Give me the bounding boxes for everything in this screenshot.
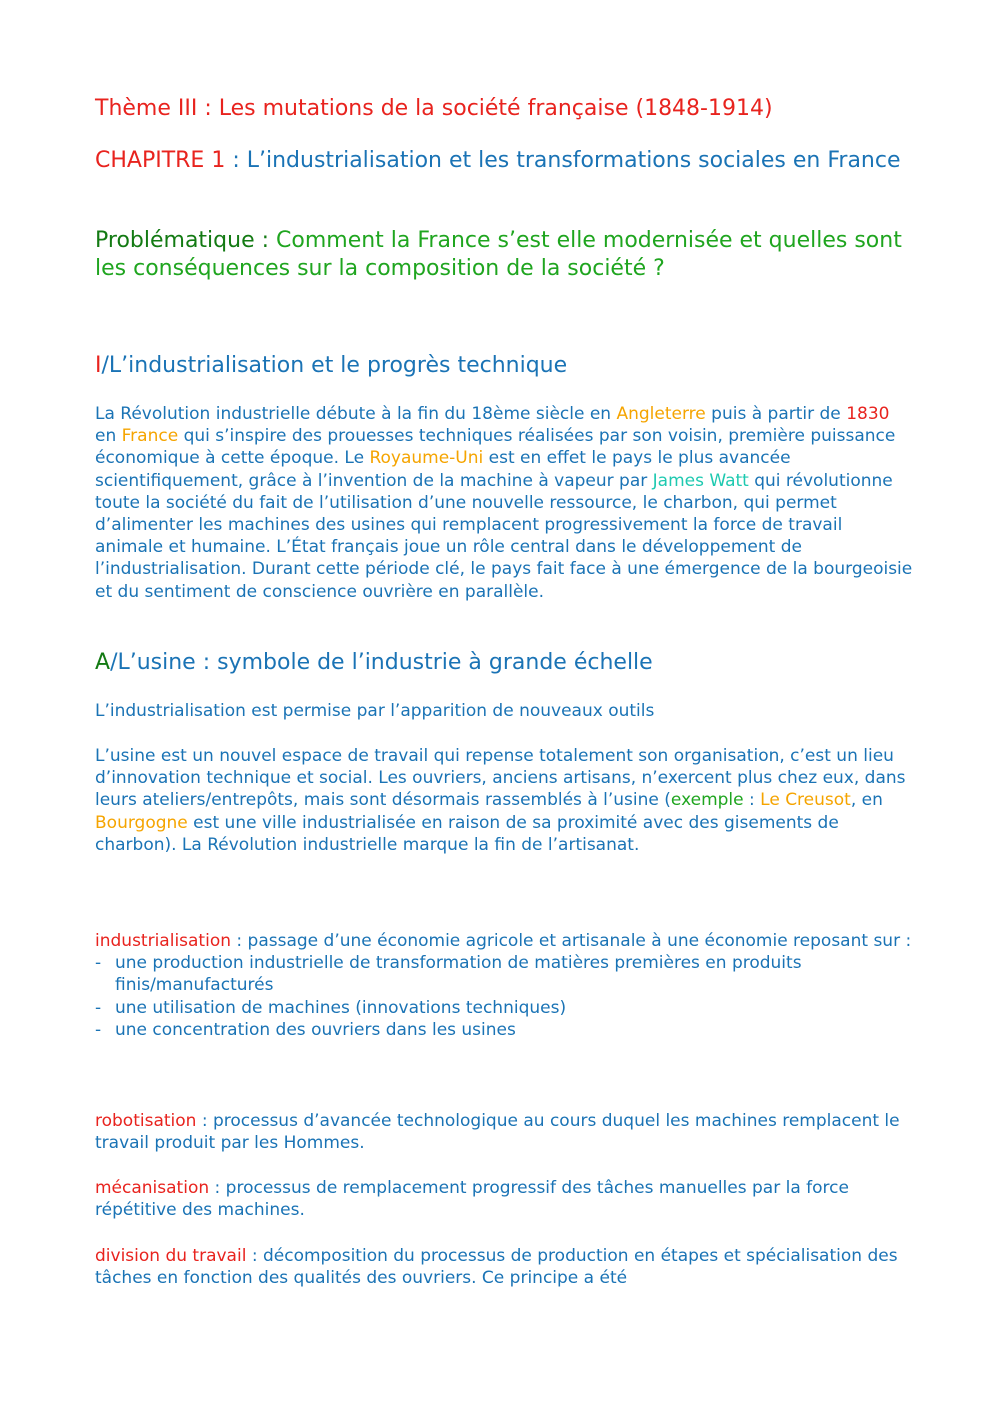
definition-robotisation	[95, 1110, 915, 1154]
theme-heading	[95, 95, 915, 123]
section-a-heading	[95, 649, 915, 677]
section-a-number: A	[95, 650, 111, 675]
definition-mecanisation	[95, 1177, 915, 1221]
exemple-label: exemple	[670, 790, 744, 811]
usine-paragraph	[95, 745, 915, 856]
definition-body: : décomposition du processus de production en étapes et spécialisation des tâches en fonction des qualités des ouvriers. Ce principe a été	[95, 1246, 898, 1289]
section-1-title: /L’industrialisation et le progrès technique	[101, 353, 568, 378]
definition-body: : passage d’une économie agricole et artisanale à une économie reposant sur :	[231, 931, 912, 951]
text-run: L’usine est un nouvel espace de travail qui repense totalement son organisation, c’est un lieu d’innovation technique et social. Les ouvriers, anciens artisans, n’exercent plus chez eux, dans leurs ateliers/entrepôts, mais sont désormais rassemblés à l’usine (	[95, 746, 906, 811]
problematique	[95, 227, 915, 283]
list-item: - une production industrielle de transformation de matières premières en produits finis/manufacturés	[95, 952, 915, 996]
theme-label: Thème III :	[95, 96, 212, 121]
text-run: est une ville industrialisée en raison de sa proximité avec des gisements de charbon). La Révolution industrielle marque la fin de l’artisanat.	[95, 812, 839, 855]
place-angleterre: Angleterre	[616, 404, 706, 424]
chapter-sep: :	[225, 148, 240, 173]
place-le-creusot: Le Creusot	[760, 790, 851, 811]
text-run: en	[95, 426, 122, 447]
industrialisation-list	[95, 952, 915, 1041]
place-bourgogne: Bourgogne	[95, 812, 188, 833]
definition-body: : processus de remplacement progressif des tâches manuelles par la force répétitive des machines.	[95, 1178, 849, 1221]
text-run: est en effet le pays le plus avancée scientifiquement, grâce à l’invention de la machine à vapeur par	[95, 448, 791, 491]
term-industrialisation: industrialisation	[95, 931, 231, 951]
text-run: qui révolutionne toute la société du fait de l’utilisation d’une nouvelle ressource, le charbon, qui permet d’alimenter les machines des usines qui remplacent progressivement la force de travail animale et humaine. L’État français joue un rôle central dans le développement de l’industrialisation. Durant cette période clé, le pays fait face à une émergence de la bourgeoisie et du sentiment de conscience ouvrière en parallèle.	[95, 470, 913, 602]
text-run: :	[743, 790, 761, 811]
place-royaume-uni: Royaume-Uni	[369, 448, 484, 469]
section-1-heading	[95, 352, 915, 380]
definition-text	[95, 930, 915, 952]
problematique-text: Comment la France s’est elle modernisée et quelles sont les conséquences sur la composition de la société ?	[95, 228, 902, 281]
text-run: La Révolution industrielle débute à la fin du 18ème siècle en	[95, 404, 617, 424]
section-a-intro: L’industrialisation est permise par l’apparition de nouveaux outils	[95, 701, 655, 721]
section-a-title: /L’usine : symbole de l’industrie à grande échelle	[110, 650, 653, 675]
definition-body: : processus d’avancée technologique au cours duquel les machines remplacent le travail produit par les Hommes.	[95, 1111, 900, 1154]
text-run: qui s’inspire des prouesses techniques réalisées par son voisin, première puissance économique à cette époque. Le	[95, 426, 896, 469]
section-1-number: I	[95, 353, 102, 378]
list-item: - une utilisation de machines (innovations techniques)	[95, 997, 915, 1019]
section-1-paragraph	[95, 403, 915, 603]
theme-title: Les mutations de la société française (1848-1914)	[218, 96, 773, 121]
place-france: France	[121, 426, 179, 447]
person-james-watt: James Watt	[652, 470, 749, 491]
term-division-du-travail: division du travail	[95, 1246, 247, 1266]
definition-industrialisation	[95, 930, 915, 1041]
text-run: , en	[850, 790, 883, 811]
problematique-label: Problématique :	[95, 228, 270, 253]
text-run: puis à partir de	[705, 404, 847, 424]
year-1830: 1830	[846, 404, 890, 424]
definition-division-du-travail	[95, 1245, 915, 1289]
term-mecanisation: mécanisation	[95, 1178, 210, 1198]
chapter-title: L’industrialisation et les transformations sociales en France	[246, 148, 901, 173]
chapter-label: CHAPITRE 1	[95, 148, 226, 173]
chapter-heading	[95, 147, 915, 175]
list-item: - une concentration des ouvriers dans les usines	[95, 1019, 915, 1041]
term-robotisation: robotisation	[95, 1111, 197, 1131]
